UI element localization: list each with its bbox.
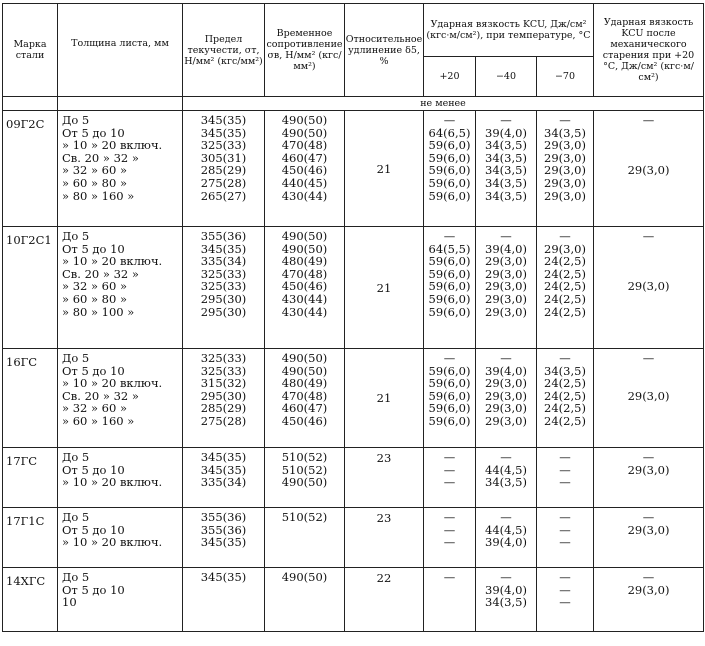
tensile-cell-line: 490(50)	[281, 351, 328, 365]
kcu-minus40-cell-line: 34(3,5)	[485, 150, 527, 165]
kcu-aged-cell-line	[594, 596, 703, 609]
kcu-plus20-cell	[424, 568, 476, 632]
tensile-cell-line	[265, 596, 344, 609]
header-thickness: Толщина листа, мм	[58, 4, 183, 97]
kcu-minus40-cell	[476, 508, 537, 568]
tensile-cell-line	[265, 584, 344, 597]
yield-cell-line: 315(32)	[200, 376, 247, 391]
tensile-cell-line	[265, 536, 344, 549]
kcu-aged-cell-line: —	[642, 510, 655, 524]
kcu-minus70-cell	[537, 111, 594, 227]
kcu-aged-cell-line	[594, 255, 703, 268]
kcu-aged-cell-line: —	[642, 570, 655, 584]
steel-properties-table	[2, 3, 704, 632]
kcu-plus20-cell-line: —	[443, 522, 456, 537]
tensile-cell	[265, 448, 345, 508]
yield-cell-line: 295(30)	[200, 304, 247, 319]
yield-cell-line: 345(35)	[200, 241, 247, 256]
tensile-cell-line: 510(52)	[281, 510, 328, 524]
kcu-plus20-cell	[424, 349, 476, 448]
thickness-cell-line: До 5	[62, 510, 90, 524]
thickness-cell-line: » 80 » 160 »	[62, 188, 135, 203]
yield-cell-line: 275(28)	[200, 413, 247, 428]
kcu-minus70-cell-line: 29(3,0)	[544, 163, 586, 178]
kcu-aged-cell-line	[594, 402, 703, 415]
table-row	[3, 508, 704, 568]
kcu-minus70-cell-line: 24(2,5)	[544, 279, 586, 294]
kcu-plus20-cell-line: 59(6,0)	[428, 413, 471, 428]
thickness-cell-line: От 5 до 10	[62, 582, 125, 597]
table-row	[3, 227, 704, 349]
header-temp-plus20: +20	[424, 57, 476, 97]
yield-cell-line: 285(29)	[200, 401, 247, 416]
tensile-cell	[265, 349, 345, 448]
kcu-aged-cell	[594, 227, 704, 349]
yield-cell-line: 325(33)	[200, 363, 247, 378]
kcu-aged-cell-line: —	[642, 351, 655, 365]
kcu-aged-cell	[594, 568, 704, 632]
yield-cell-line: 325(33)	[200, 138, 247, 153]
header-yield: Предел текучести, σт, Н/мм² (кгс/мм²)	[183, 4, 265, 97]
tensile-cell-line: 440(45)	[281, 175, 328, 190]
header-elongation: Относительное удлинение δ5, %	[345, 4, 424, 97]
kcu-minus70-cell	[537, 568, 594, 632]
kcu-plus20-cell-line: —	[443, 535, 456, 550]
kcu-plus20-cell-line	[424, 584, 475, 597]
kcu-minus70-cell-line: —	[559, 462, 571, 477]
kcu-aged-cell-line	[594, 306, 703, 319]
tensile-cell-line: 510(52)	[281, 462, 328, 477]
kcu-plus20-cell-line: 59(6,0)	[428, 304, 471, 319]
kcu-aged-cell-line	[594, 177, 703, 190]
kcu-minus40-cell-line: 29(3,0)	[485, 304, 527, 319]
yield-cell-line: 345(35)	[200, 570, 247, 584]
kcu-minus40-cell-line: —	[500, 570, 512, 584]
kcu-plus20-cell-line: —	[443, 475, 456, 490]
grade-cell: 16ГС	[3, 349, 58, 448]
yield-cell-line: 355(36)	[200, 229, 247, 243]
kcu-minus40-cell-line: 44(4,5)	[485, 462, 527, 477]
tensile-cell	[265, 508, 345, 568]
kcu-minus40-cell-line: 29(3,0)	[485, 388, 527, 403]
tensile-cell-line: 430(44)	[281, 304, 328, 319]
thickness-cell-line: Св. 20 » 32 »	[62, 266, 139, 281]
kcu-minus70-cell-line: —	[559, 229, 571, 243]
yield-cell-line: 305(31)	[200, 150, 247, 165]
kcu-aged-cell-line: —	[642, 113, 655, 127]
thickness-cell-line: До 5	[62, 450, 90, 464]
kcu-plus20-cell-line: 59(6,0)	[428, 279, 471, 294]
tensile-cell-line: 430(44)	[281, 291, 328, 306]
kcu-aged-cell-line	[594, 377, 703, 390]
elongation-cell: 22	[345, 568, 424, 632]
kcu-plus20-cell-line: —	[443, 462, 456, 477]
kcu-plus20-cell-line: 64(5,5)	[428, 241, 471, 256]
grade-cell: 17Г1С	[3, 508, 58, 568]
kcu-plus20-cell-line: 64(6,5)	[428, 125, 471, 140]
elongation-cell: 23	[345, 448, 424, 508]
yield-cell	[183, 227, 265, 349]
kcu-aged-cell-line: —	[642, 450, 655, 464]
kcu-plus20-cell-line: 59(6,0)	[428, 401, 471, 416]
kcu-aged-cell-line	[594, 127, 703, 140]
table-row	[3, 448, 704, 508]
kcu-minus40-cell-line: 29(3,0)	[485, 376, 527, 391]
tensile-cell-line: 490(50)	[281, 475, 328, 490]
header-impact-aged: Ударная вязкость KCU после механического старения при +20 °С, Дж/см² (кгс·м/см²)	[594, 4, 704, 97]
kcu-aged-cell-line	[594, 190, 703, 203]
kcu-plus20-cell-line: 59(6,0)	[428, 266, 471, 281]
header-impact-group: Ударная вязкость KCU, Дж/см² (кгс·м/см²), при температуре, °С	[424, 4, 594, 57]
kcu-minus70-cell-line: 24(2,5)	[544, 291, 586, 306]
kcu-plus20-cell-line: 59(6,0)	[428, 138, 471, 153]
kcu-minus70-cell-line: —	[559, 535, 571, 550]
kcu-aged-cell	[594, 349, 704, 448]
header-temp-minus70: −70	[537, 57, 594, 97]
table-row	[3, 568, 704, 632]
kcu-minus40-cell-line: —	[500, 113, 512, 127]
tensile-cell	[265, 227, 345, 349]
kcu-aged-cell-line	[594, 365, 703, 378]
tensile-cell-line: 460(47)	[281, 150, 328, 165]
tensile-cell-line: 480(49)	[281, 254, 328, 269]
kcu-aged-cell-line: 29(3,0)	[627, 279, 670, 294]
kcu-plus20-cell-line: —	[443, 570, 456, 584]
yield-cell	[183, 508, 265, 568]
thickness-cell	[58, 508, 183, 568]
kcu-minus70-cell-line: 24(2,5)	[544, 304, 586, 319]
yield-cell-line: 295(30)	[200, 388, 247, 403]
grade-cell: 17ГС	[3, 448, 58, 508]
yield-cell-line: 335(34)	[200, 475, 247, 490]
kcu-minus70-cell-line: 24(2,5)	[544, 413, 586, 428]
thickness-cell-line: » 60 » 80 »	[62, 175, 127, 190]
kcu-minus40-cell-line: —	[500, 351, 512, 365]
elongation-cell: 21	[345, 111, 424, 227]
thickness-cell-line: От 5 до 10	[62, 363, 125, 378]
kcu-minus70-cell	[537, 349, 594, 448]
kcu-plus20-cell-line: 59(6,0)	[428, 150, 471, 165]
table-row	[3, 111, 704, 227]
kcu-aged-cell-line	[594, 139, 703, 152]
kcu-minus70-cell-line: —	[559, 570, 571, 584]
thickness-cell-line: До 5	[62, 570, 90, 584]
table-row	[3, 349, 704, 448]
table-body	[3, 111, 704, 632]
thickness-cell-line: 10	[62, 595, 77, 610]
kcu-minus40-cell-line: —	[500, 229, 512, 243]
yield-cell-line	[183, 596, 264, 609]
header-tensile: Временное сопротивление σв, Н/мм² (кгс/мм²)	[265, 4, 345, 97]
yield-cell-line	[183, 584, 264, 597]
kcu-plus20-cell-line: 59(6,0)	[428, 188, 471, 203]
yield-cell-line: 345(35)	[200, 125, 247, 140]
thickness-cell-line: От 5 до 10	[62, 462, 125, 477]
thickness-cell-line: До 5	[62, 229, 90, 243]
kcu-minus40-cell-line: 39(4,0)	[485, 582, 527, 597]
kcu-minus40-cell-line: 29(3,0)	[485, 279, 527, 294]
kcu-minus40-cell	[476, 448, 537, 508]
kcu-minus70-cell-line: —	[559, 510, 571, 524]
kcu-minus40-cell	[476, 111, 537, 227]
kcu-aged-cell-line	[594, 536, 703, 549]
thickness-cell-line: » 32 » 60 »	[62, 163, 127, 178]
kcu-minus70-cell-line: —	[559, 522, 571, 537]
kcu-aged-cell	[594, 111, 704, 227]
kcu-minus70-cell-line: 29(3,0)	[544, 241, 586, 256]
yield-cell-line: 275(28)	[200, 175, 247, 190]
yield-cell-line: 345(35)	[200, 450, 247, 464]
kcu-minus40-cell-line: 34(3,5)	[485, 188, 527, 203]
grade-cell: 14ХГС	[3, 568, 58, 632]
kcu-plus20-cell-line: 59(6,0)	[428, 175, 471, 190]
tensile-cell-line: 490(50)	[281, 113, 328, 127]
kcu-aged-cell-line	[594, 476, 703, 489]
header-temp-minus40: −40	[476, 57, 537, 97]
kcu-minus40-cell-line: 39(4,0)	[485, 535, 527, 550]
kcu-plus20-cell	[424, 508, 476, 568]
kcu-plus20-cell-line: 59(6,0)	[428, 388, 471, 403]
kcu-plus20-cell	[424, 111, 476, 227]
kcu-minus70-cell-line: 24(2,5)	[544, 266, 586, 281]
yield-cell	[183, 111, 265, 227]
kcu-minus70-cell-line: —	[559, 113, 571, 127]
kcu-aged-cell-line	[594, 293, 703, 306]
kcu-plus20-cell	[424, 448, 476, 508]
kcu-minus70-cell-line: 24(2,5)	[544, 376, 586, 391]
kcu-plus20-cell-line: —	[443, 510, 456, 524]
kcu-minus40-cell-line: 34(3,5)	[485, 475, 527, 490]
kcu-minus70-cell-line: —	[559, 582, 571, 597]
kcu-aged-cell-line	[594, 243, 703, 256]
kcu-minus70-cell-line: —	[559, 351, 571, 365]
yield-cell-line: 345(35)	[200, 535, 247, 550]
elongation-cell: 23	[345, 508, 424, 568]
kcu-aged-cell-line: 29(3,0)	[627, 462, 670, 477]
thickness-cell-line: » 10 » 20 включ.	[62, 376, 163, 391]
yield-cell-line: 325(33)	[200, 351, 247, 365]
yield-cell-line: 345(35)	[200, 462, 247, 477]
kcu-aged-cell-line: 29(3,0)	[627, 582, 670, 597]
kcu-minus70-cell	[537, 227, 594, 349]
kcu-plus20-cell-line	[424, 596, 475, 609]
thickness-cell-line: » 10 » 20 включ.	[62, 254, 163, 269]
thickness-cell-line: » 60 » 80 »	[62, 291, 127, 306]
thickness-cell	[58, 448, 183, 508]
kcu-minus40-cell-line: 29(3,0)	[485, 254, 527, 269]
yield-cell-line: 325(33)	[200, 279, 247, 294]
kcu-minus40-cell	[476, 349, 537, 448]
kcu-minus70-cell-line: 29(3,0)	[544, 188, 586, 203]
thickness-cell-line: » 32 » 60 »	[62, 279, 127, 294]
tensile-cell-line: 490(50)	[281, 570, 328, 584]
header-grade: Марка стали	[3, 4, 58, 97]
kcu-minus70-cell-line: 24(2,5)	[544, 254, 586, 269]
tensile-cell-line: 490(50)	[281, 363, 328, 378]
tensile-cell-line: 450(46)	[281, 279, 328, 294]
yield-cell	[183, 349, 265, 448]
kcu-minus40-cell-line: —	[500, 450, 512, 464]
thickness-cell-line: От 5 до 10	[62, 522, 125, 537]
kcu-minus70-cell-line: —	[559, 450, 571, 464]
grade-cell: 09Г2С	[3, 111, 58, 227]
kcu-minus40-cell-line: 29(3,0)	[485, 401, 527, 416]
tensile-cell-line: 490(50)	[281, 125, 328, 140]
kcu-aged-cell-line: 29(3,0)	[627, 388, 670, 403]
kcu-minus70-cell-line: 29(3,0)	[544, 175, 586, 190]
tensile-cell-line: 470(48)	[281, 388, 328, 403]
tensile-cell-line: 470(48)	[281, 266, 328, 281]
thickness-cell-line: » 10 » 20 включ.	[62, 475, 163, 490]
kcu-aged-cell-line: 29(3,0)	[627, 163, 670, 178]
kcu-plus20-cell-line: 59(6,0)	[428, 254, 471, 269]
yield-cell-line: 285(29)	[200, 163, 247, 178]
kcu-minus40-cell-line: 39(4,0)	[485, 363, 527, 378]
yield-cell-line: 265(27)	[200, 188, 247, 203]
kcu-minus40-cell-line: 29(3,0)	[485, 413, 527, 428]
kcu-plus20-cell-line: 59(6,0)	[428, 291, 471, 306]
thickness-cell-line: От 5 до 10	[62, 241, 125, 256]
kcu-minus70-cell-line: —	[559, 595, 571, 610]
kcu-minus40-cell-line: 29(3,0)	[485, 266, 527, 281]
kcu-minus40-cell-line: 34(3,5)	[485, 163, 527, 178]
kcu-plus20-cell-line: 59(6,0)	[428, 376, 471, 391]
kcu-minus70-cell-line: —	[559, 475, 571, 490]
kcu-plus20-cell-line: —	[443, 113, 456, 127]
kcu-aged-cell-line: —	[642, 229, 655, 243]
thickness-cell	[58, 568, 183, 632]
min-note: не менее	[183, 97, 704, 111]
tensile-cell-line: 490(50)	[281, 229, 328, 243]
kcu-minus40-cell-line: —	[500, 510, 512, 524]
kcu-aged-cell	[594, 508, 704, 568]
kcu-minus40-cell-line: 34(3,5)	[485, 175, 527, 190]
kcu-minus40-cell-line: 29(3,0)	[485, 291, 527, 306]
thickness-cell	[58, 349, 183, 448]
kcu-minus70-cell-line: 34(3,5)	[544, 363, 586, 378]
thickness-cell-line: » 32 » 60 »	[62, 401, 127, 416]
tensile-cell-line: 470(48)	[281, 138, 328, 153]
grade-cell: 10Г2С1	[3, 227, 58, 349]
kcu-minus70-cell-line: 34(3,5)	[544, 125, 586, 140]
kcu-minus40-cell-line: 44(4,5)	[485, 522, 527, 537]
kcu-aged-cell	[594, 448, 704, 508]
kcu-minus70-cell	[537, 508, 594, 568]
kcu-aged-cell-line	[594, 415, 703, 428]
thickness-cell-line: » 80 » 100 »	[62, 304, 135, 319]
yield-cell	[183, 568, 265, 632]
thickness-cell-line: » 10 » 20 включ.	[62, 138, 163, 153]
yield-cell	[183, 448, 265, 508]
kcu-minus40-cell-line: 39(4,0)	[485, 241, 527, 256]
kcu-minus70-cell-line: 24(2,5)	[544, 401, 586, 416]
yield-cell-line: 345(35)	[200, 113, 247, 127]
kcu-plus20-cell-line: —	[443, 450, 456, 464]
thickness-cell	[58, 111, 183, 227]
thickness-cell-line: » 10 » 20 включ.	[62, 535, 163, 550]
kcu-minus40-cell	[476, 227, 537, 349]
thickness-cell-line: До 5	[62, 351, 90, 365]
tensile-cell-line: 480(49)	[281, 376, 328, 391]
thickness-cell-line: От 5 до 10	[62, 125, 125, 140]
kcu-plus20-cell-line: 59(6,0)	[428, 363, 471, 378]
kcu-minus70-cell	[537, 448, 594, 508]
yield-cell-line: 335(34)	[200, 254, 247, 269]
thickness-cell-line: Св. 20 » 32 »	[62, 150, 139, 165]
kcu-minus70-cell-line: 29(3,0)	[544, 150, 586, 165]
tensile-cell-line	[265, 524, 344, 537]
tensile-cell	[265, 568, 345, 632]
thickness-cell-line: Св. 20 » 32 »	[62, 388, 139, 403]
tensile-cell-line: 430(44)	[281, 188, 328, 203]
elongation-cell: 21	[345, 227, 424, 349]
tensile-cell-line: 490(50)	[281, 241, 328, 256]
kcu-minus40-cell	[476, 568, 537, 632]
kcu-plus20-cell	[424, 227, 476, 349]
tensile-cell-line: 510(52)	[281, 450, 328, 464]
thickness-cell	[58, 227, 183, 349]
tensile-cell-line: 460(47)	[281, 401, 328, 416]
kcu-minus70-cell-line: 24(2,5)	[544, 388, 586, 403]
yield-cell-line: 355(36)	[200, 510, 247, 524]
kcu-minus40-cell-line: 34(3,5)	[485, 138, 527, 153]
yield-cell-line: 325(33)	[200, 266, 247, 281]
tensile-cell-line: 450(46)	[281, 413, 328, 428]
elongation-cell: 21	[345, 349, 424, 448]
tensile-cell-line: 450(46)	[281, 163, 328, 178]
kcu-minus40-cell-line: 34(3,5)	[485, 595, 527, 610]
kcu-plus20-cell-line: —	[443, 229, 456, 243]
yield-cell-line: 355(36)	[200, 522, 247, 537]
tensile-cell	[265, 111, 345, 227]
kcu-minus70-cell-line: 29(3,0)	[544, 138, 586, 153]
kcu-aged-cell-line: 29(3,0)	[627, 522, 670, 537]
thickness-cell-line: До 5	[62, 113, 90, 127]
kcu-plus20-cell-line: 59(6,0)	[428, 163, 471, 178]
kcu-minus40-cell-line: 39(4,0)	[485, 125, 527, 140]
yield-cell-line: 295(30)	[200, 291, 247, 306]
kcu-plus20-cell-line: —	[443, 351, 456, 365]
thickness-cell-line: » 60 » 160 »	[62, 413, 135, 428]
